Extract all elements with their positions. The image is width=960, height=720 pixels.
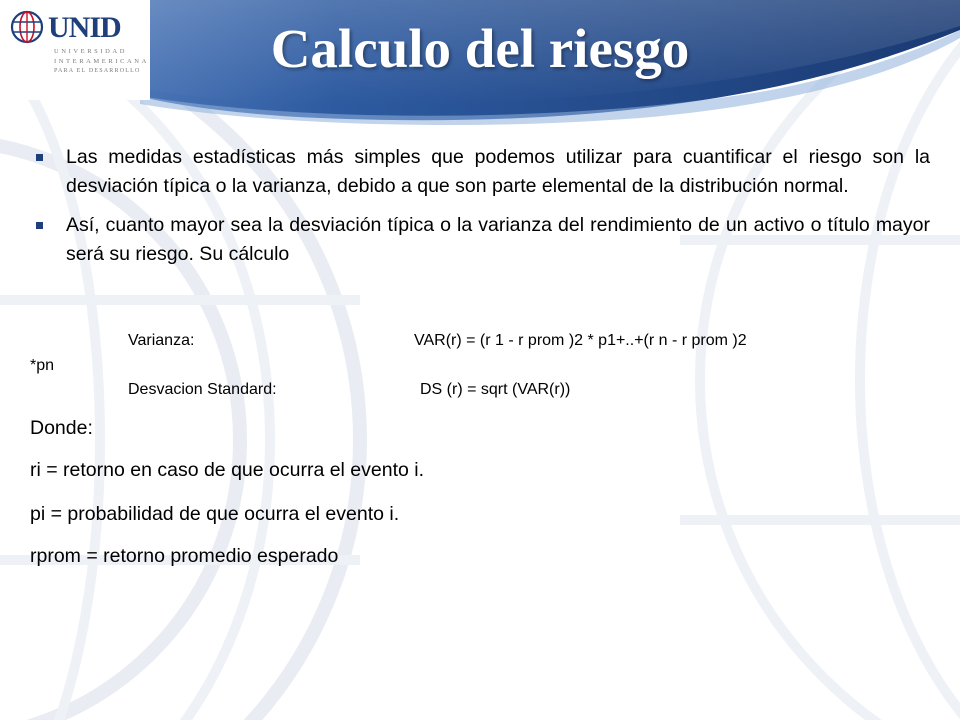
variance-formula-continuation: *pn	[30, 357, 55, 374]
definition-ri: ri = retorno en caso de que ocurra el evento i.	[30, 459, 425, 481]
slide-title: Calculo del riesgo	[270, 18, 690, 79]
unid-logo	[10, 10, 150, 80]
std-dev-formula: DS (r) = sqrt (VAR(r))	[420, 381, 571, 398]
definition-pi: pi = probabilidad de que ocurra el evento i.	[30, 503, 400, 525]
std-dev-label: Desvacion Standard:	[128, 381, 277, 398]
bullet-text: Las medidas estadísticas más simples que podemos utilizar para cuantificar el riesgo son la desviación típica o la varianza, debido a que son parte elemental de la distribución normal.	[66, 146, 930, 197]
bullet-item-2	[36, 211, 930, 269]
logo-line-interamericana: INTERAMERICANA	[54, 58, 149, 65]
square-bullet-icon	[36, 222, 43, 229]
globe-logo-icon	[10, 10, 44, 44]
bullet-text: Así, cuanto mayor sea la desviación típica o la varianza del rendimiento de un activo o título mayor será su riesgo. Su cálculo	[66, 214, 930, 265]
definition-rprom: rprom = retorno promedio esperado	[30, 545, 339, 567]
variance-label: Varianza:	[128, 332, 195, 349]
variance-formula: VAR(r) = (r 1 - r prom )2 * p1+..+(r n - r prom )2	[414, 332, 747, 349]
logo-line-desarrollo: PARA EL DESARROLLO	[54, 68, 141, 74]
definitions-heading: Donde:	[30, 417, 93, 439]
square-bullet-icon	[36, 154, 43, 161]
bullet-item-1	[36, 143, 930, 201]
logo-line-universidad: UNIVERSIDAD	[54, 48, 128, 55]
bullet-list	[36, 143, 930, 279]
logo-wordmark: UNID	[48, 11, 121, 44]
